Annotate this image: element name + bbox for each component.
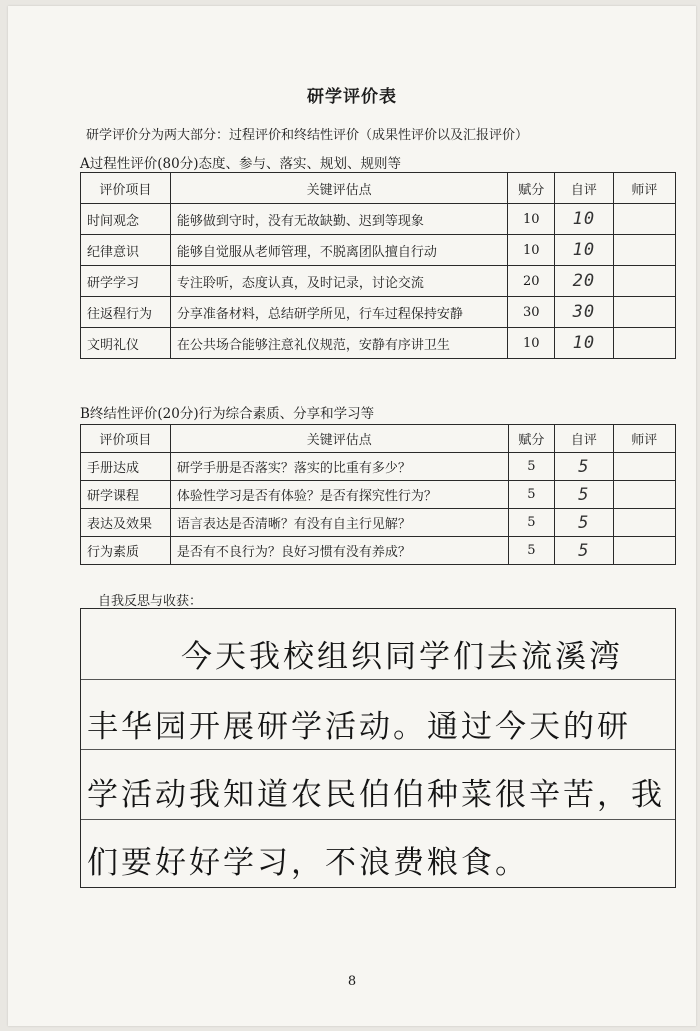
row-self-eval: 10 bbox=[555, 235, 614, 266]
header-score: 赋分 bbox=[508, 425, 555, 453]
table-row bbox=[81, 453, 676, 481]
row-self-eval: 30 bbox=[555, 297, 614, 328]
summative-evaluation-table bbox=[80, 424, 676, 565]
page-number: 8 bbox=[347, 974, 357, 989]
header-self-eval: 自评 bbox=[555, 425, 613, 453]
header-key-points: 关键评估点 bbox=[170, 173, 508, 204]
row-teacher-eval bbox=[613, 328, 675, 359]
reflection-box bbox=[80, 608, 676, 888]
row-item: 行为素质 bbox=[81, 537, 171, 565]
row-teacher-eval bbox=[613, 204, 675, 235]
handwritten-line: 今天我校组织同学们去流溪湾 bbox=[181, 639, 623, 675]
row-self-eval: 5 bbox=[555, 537, 613, 565]
row-score: 5 bbox=[508, 509, 555, 537]
table-row bbox=[81, 266, 676, 297]
header-score: 赋分 bbox=[508, 173, 555, 204]
ruled-line bbox=[81, 749, 675, 750]
header-item: 评价项目 bbox=[81, 173, 171, 204]
row-score: 10 bbox=[508, 204, 555, 235]
row-key-point: 是否有不良行为？良好习惯有没有养成？ bbox=[170, 537, 508, 565]
header-item: 评价项目 bbox=[81, 425, 171, 453]
section-b-heading: B终结性评价(20分)行为综合素质、分享和学习等 bbox=[80, 406, 375, 422]
table-row bbox=[81, 297, 676, 328]
row-item: 时间观念 bbox=[81, 204, 171, 235]
row-teacher-eval bbox=[613, 235, 675, 266]
row-self-eval: 5 bbox=[555, 509, 613, 537]
section-a-heading: A过程性评价(80分)态度、参与、落实、规划、规则等 bbox=[80, 156, 401, 172]
row-key-point: 在公共场合能够注意礼仪规范，安静有序讲卫生 bbox=[170, 328, 508, 359]
row-key-point: 能够做到守时，没有无故缺勤、迟到等现象 bbox=[170, 204, 508, 235]
table-row bbox=[81, 235, 676, 266]
row-self-eval: 5 bbox=[555, 481, 613, 509]
page-title: 研学评价表 bbox=[307, 87, 397, 107]
intro-text: 研学评价分为两大部分：过程评价和终结性评价（成果性评价以及汇报评价） bbox=[86, 128, 529, 143]
row-key-point: 分享准备材料，总结研学所见，行车过程保持安静 bbox=[170, 297, 508, 328]
table-header-row bbox=[81, 425, 676, 453]
reflection-label: 自我反思与收获： bbox=[98, 594, 203, 609]
table-row bbox=[81, 481, 676, 509]
row-key-point: 体验性学习是否有体验？是否有探究性行为？ bbox=[170, 481, 508, 509]
row-key-point: 专注聆听，态度认真，及时记录，讨论交流 bbox=[170, 266, 508, 297]
row-score: 5 bbox=[508, 481, 555, 509]
handwritten-line: 学活动我知道农民伯伯种菜很辛苦，我 bbox=[87, 777, 665, 813]
row-item: 文明礼仪 bbox=[81, 328, 171, 359]
row-teacher-eval bbox=[613, 266, 675, 297]
row-item: 手册达成 bbox=[81, 453, 171, 481]
table-row bbox=[81, 537, 676, 565]
row-score: 30 bbox=[508, 297, 555, 328]
header-key-points: 关键评估点 bbox=[170, 425, 508, 453]
row-score: 10 bbox=[508, 328, 555, 359]
handwritten-line: 们要好好学习，不浪费粮食。 bbox=[87, 845, 529, 881]
row-key-point: 语言表达是否清晰？有没有自主行见解？ bbox=[170, 509, 508, 537]
table-row bbox=[81, 204, 676, 235]
row-self-eval: 10 bbox=[555, 204, 614, 235]
row-item: 表达及效果 bbox=[81, 509, 171, 537]
row-key-point: 能够自觉服从老师管理，不脱离团队擅自行动 bbox=[170, 235, 508, 266]
table-row bbox=[81, 328, 676, 359]
row-teacher-eval bbox=[613, 481, 675, 509]
row-item: 纪律意识 bbox=[81, 235, 171, 266]
row-score: 5 bbox=[508, 537, 555, 565]
row-item: 研学课程 bbox=[81, 481, 171, 509]
document-page bbox=[8, 6, 696, 1026]
row-score: 5 bbox=[508, 453, 555, 481]
row-item: 研学学习 bbox=[81, 266, 171, 297]
ruled-line bbox=[81, 819, 675, 820]
ruled-line bbox=[81, 679, 675, 680]
header-teacher-eval: 师评 bbox=[613, 425, 675, 453]
table-row bbox=[81, 509, 676, 537]
row-teacher-eval bbox=[613, 509, 675, 537]
header-teacher-eval: 师评 bbox=[613, 173, 675, 204]
row-self-eval: 5 bbox=[555, 453, 613, 481]
row-score: 20 bbox=[508, 266, 555, 297]
row-teacher-eval bbox=[613, 453, 675, 481]
row-key-point: 研学手册是否落实？落实的比重有多少？ bbox=[170, 453, 508, 481]
row-self-eval: 20 bbox=[555, 266, 614, 297]
row-score: 10 bbox=[508, 235, 555, 266]
handwritten-line: 丰华园开展研学活动。通过今天的研 bbox=[87, 709, 631, 745]
row-teacher-eval bbox=[613, 297, 675, 328]
process-evaluation-table bbox=[80, 172, 676, 359]
header-self-eval: 自评 bbox=[555, 173, 614, 204]
table-header-row bbox=[81, 173, 676, 204]
row-item: 往返程行为 bbox=[81, 297, 171, 328]
row-teacher-eval bbox=[613, 537, 675, 565]
row-self-eval: 10 bbox=[555, 328, 614, 359]
